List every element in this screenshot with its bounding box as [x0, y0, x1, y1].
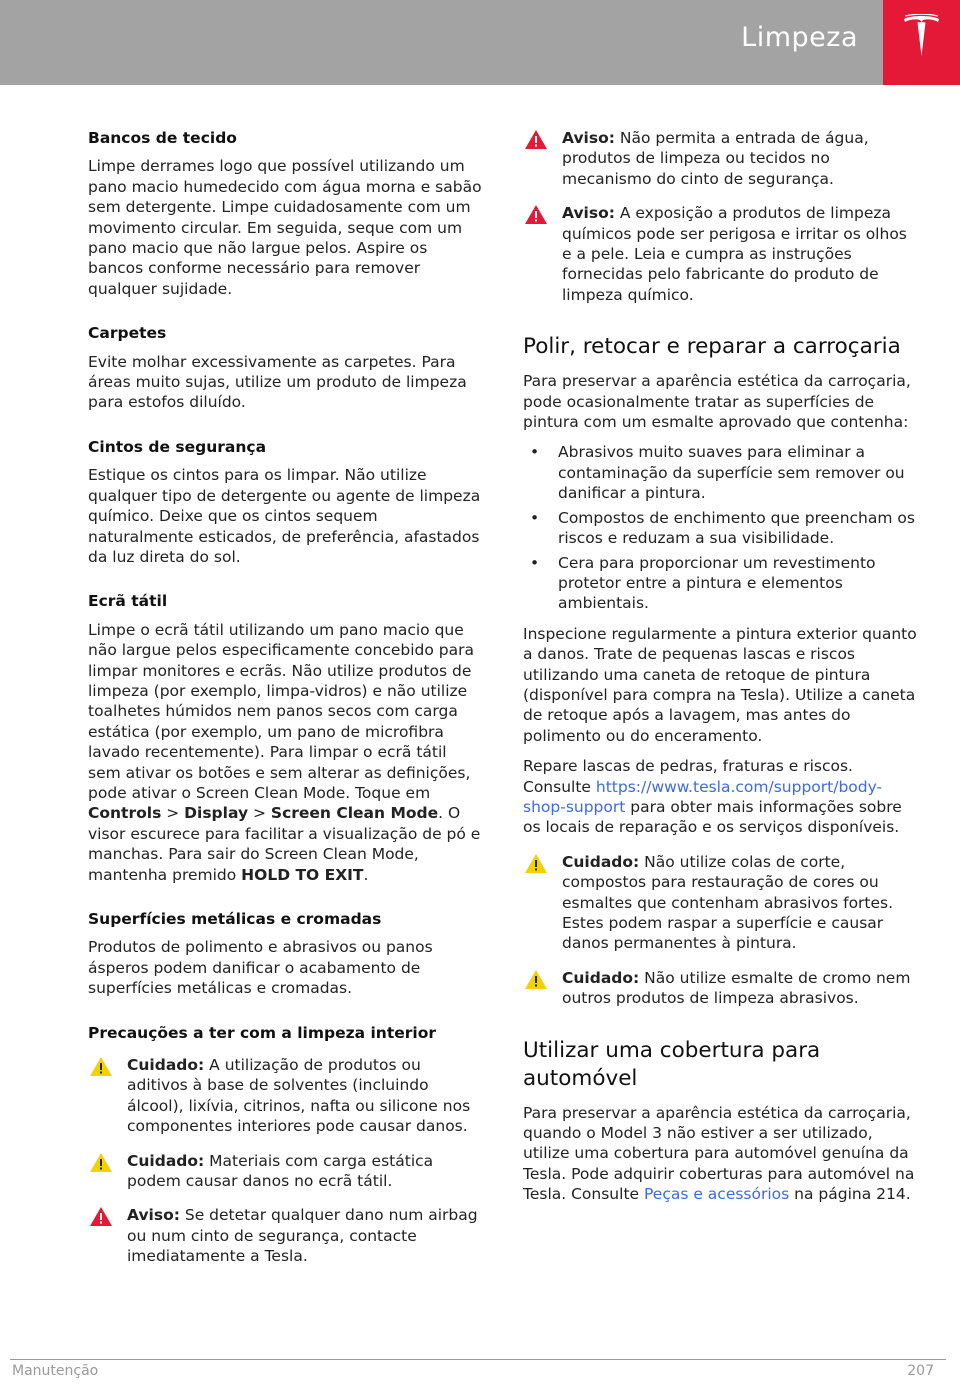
car-cover-text-b: na página 214.	[789, 1185, 911, 1204]
section-fabric-seats	[88, 128, 483, 299]
inspect-text: Inspecione regularmente a pintura exterior quanto a danos. Trate de pequenas lascas e riscos utilizando uma caneta de retoque de pintura (disponível para compra na Tesla). Utilize a caneta de retoque após a lavagem, mas antes do polimento ou do enceramento.	[523, 624, 917, 745]
note-label: Aviso:	[562, 204, 615, 223]
section-interior-precautions	[88, 1023, 483, 1267]
warning-note	[88, 1205, 483, 1266]
heading-fabric-seats: Bancos de tecido	[88, 129, 237, 147]
section-seat-belts	[88, 437, 483, 567]
repair-text	[523, 756, 918, 838]
tesla-logo-icon	[903, 14, 940, 60]
note-label: Cuidado:	[562, 968, 640, 987]
list-item-text: Abrasivos muito suaves para eliminar a contaminação da superfície sem remover ou danificar a pintura.	[558, 443, 905, 503]
heading-carpets: Carpetes	[88, 324, 167, 343]
caution-note	[523, 968, 918, 1009]
heading-car-cover: Utilizar uma cobertura para automóvel	[523, 1037, 821, 1091]
note-text: Se detetar qualquer dano num airbag ou num cinto de segurança, contacte imediatamente a Tesla.	[127, 1206, 478, 1266]
bullet: •	[530, 508, 540, 527]
screen-clean-mode-label: Screen Clean Mode	[270, 804, 439, 823]
note-text: A utilização de produtos ou aditivos à base de solventes (incluindo álcool), lixívia, citrinos, nafta ou silicone nos componentes interiores pode causar danos.	[127, 1056, 471, 1136]
caution-note	[88, 1055, 483, 1137]
body-shop-support-link[interactable]: https://www.tesla.com/support/body-shop-support	[523, 777, 883, 816]
controls-label: Controls	[88, 804, 162, 823]
warning-note	[523, 203, 918, 305]
polish-list	[523, 442, 918, 613]
heading-seat-belts: Cintos de segurança	[88, 437, 267, 456]
caution-icon	[89, 1152, 113, 1173]
touchscreen-text-a: Limpe o ecrã tátil utilizando um pano macio que não largue pelos especificamente concebido para limpar monitores e ecrãs. Não utilize produtos de limpeza (por exemplo, limpa-vidros) e não utilize toalhetes húmidos nem panos secos com carga estática (por exemplo, um pano de microfibra lavado recentemente). Para limpar o ecrã tátil sem ativar os botões e sem alterar as definições, pode ativar o Screen Clean Mode. Toque em	[88, 620, 475, 802]
caution-note	[88, 1151, 483, 1192]
footer-divider	[10, 1359, 946, 1360]
section-touchscreen	[88, 591, 483, 885]
note-text: A exposição a produtos de limpeza químicos pode ser perigosa e irritar os olhos e a pele. Leia e cumpra as instruções fornecidas pelo fabricante do produto de limpeza químico.	[562, 204, 907, 304]
warning-icon	[524, 129, 548, 150]
left-column	[88, 128, 483, 1281]
note-label: Aviso:	[562, 129, 615, 147]
bullet: •	[530, 553, 540, 572]
car-cover-text-a: Para preservar a aparência estética da carroçaria, quando o Model 3 não estiver a ser utilizado, utilize uma cobertura para automóvel genuína da Tesla. Pode adquirir coberturas para automóvel na Tesla. Consulte	[523, 1103, 915, 1204]
note-label: Cuidado:	[562, 852, 640, 871]
warning-note	[523, 128, 918, 189]
touchscreen-text	[88, 620, 483, 885]
heading-touchscreen: Ecrã tátil	[88, 592, 168, 611]
parts-accessories-link[interactable]: Peças e acessórios	[643, 1185, 790, 1204]
seat-belts-text: Estique os cintos para os limpar. Não utilize qualquer tipo de detergente ou agente de limpeza químico. Deixe que os cintos sequem naturalmente esticados, de preferência, afastados da luz direta do sol.	[88, 466, 481, 566]
note-label: Aviso:	[127, 1206, 180, 1225]
car-cover-text	[523, 1103, 918, 1205]
touchscreen-text-b: . O visor escurece para facilitar a visualização de pó e manchas. Para sair do Screen Clean Mode, mantenha premido	[88, 804, 481, 884]
path-separator: >	[248, 804, 271, 823]
tesla-logo	[883, 0, 960, 85]
caution-note	[523, 852, 918, 954]
heading-interior-precautions: Precauções a ter com a limpeza interior	[88, 1023, 437, 1042]
hold-to-exit-label: HOLD TO EXIT	[241, 865, 364, 884]
note-text: Não permita a entrada de água, produtos de limpeza ou tecidos no mecanismo do cinto de segurança.	[562, 129, 869, 188]
heading-metal-chrome: Superfícies metálicas e cromadas	[88, 910, 382, 928]
caution-icon	[524, 969, 548, 990]
list-item-text: Cera para proporcionar um revestimento protetor entre a pintura e elementos ambientais.	[558, 553, 876, 613]
carpets-text: Evite molhar excessivamente as carpetes. Para áreas muito sujas, utilize um produto de limpeza para estofos diluído.	[88, 352, 467, 412]
list-item-text: Compostos de enchimento que preencham os riscos e reduzam a sua visibilidade.	[558, 508, 915, 548]
right-column	[523, 128, 918, 1215]
display-label: Display	[184, 804, 249, 823]
note-label: Cuidado:	[127, 1151, 205, 1170]
note-text: Não utilize esmalte de cromo nem outros produtos de limpeza abrasivos.	[562, 968, 911, 1008]
footer-section: Manutenção	[12, 1363, 99, 1379]
list-item	[523, 442, 918, 503]
warning-icon	[89, 1206, 113, 1227]
bullet: •	[530, 443, 540, 462]
polish-intro-text: Para preservar a aparência estética da carroçaria, pode ocasionalmente tratar as superfícies de pintura com um esmalte aprovado que contenha:	[523, 372, 911, 432]
path-separator: >	[161, 804, 185, 823]
list-item	[523, 508, 918, 549]
warning-icon	[524, 204, 548, 225]
fabric-seats-text: Limpe derrames logo que possível utilizando um pano macio humedecido com água morna e sabão sem detergente. Limpe cuidadosamente com um movimento circular. Em seguida, seque com um pano macio que não largue pelos. Aspire os bancos conforme necessário para remover qualquer sujidade.	[88, 157, 482, 298]
heading-polish-repair: Polir, retocar e reparar a carroçaria	[523, 334, 901, 360]
touchscreen-text-c: .	[363, 865, 369, 884]
repair-text-b: para obter mais informações sobre os locais de reparação e os serviços disponíveis.	[523, 797, 902, 837]
note-text: Materiais com carga estática podem causar danos no ecrã tátil.	[127, 1151, 434, 1191]
section-carpets	[88, 323, 483, 413]
page-title: Limpeza	[741, 22, 858, 53]
page-number: 207	[907, 1363, 934, 1379]
section-metal-chrome	[88, 909, 483, 999]
note-text: Não utilize colas de corte, compostos para restauração de cores ou esmaltes que contenham abrasivos fortes. Estes podem raspar a superfície e causar danos permanentes à pintura.	[562, 852, 894, 953]
repair-text-a: Repare lascas de pedras, fraturas e riscos. Consulte	[523, 757, 853, 796]
caution-icon	[524, 853, 548, 874]
metal-chrome-text: Produtos de polimento e abrasivos ou panos ásperos podem danificar o acabamento de superfícies metálicas e cromadas.	[88, 938, 433, 998]
list-item	[523, 553, 918, 614]
caution-icon	[89, 1056, 113, 1077]
note-label: Cuidado:	[127, 1056, 205, 1075]
